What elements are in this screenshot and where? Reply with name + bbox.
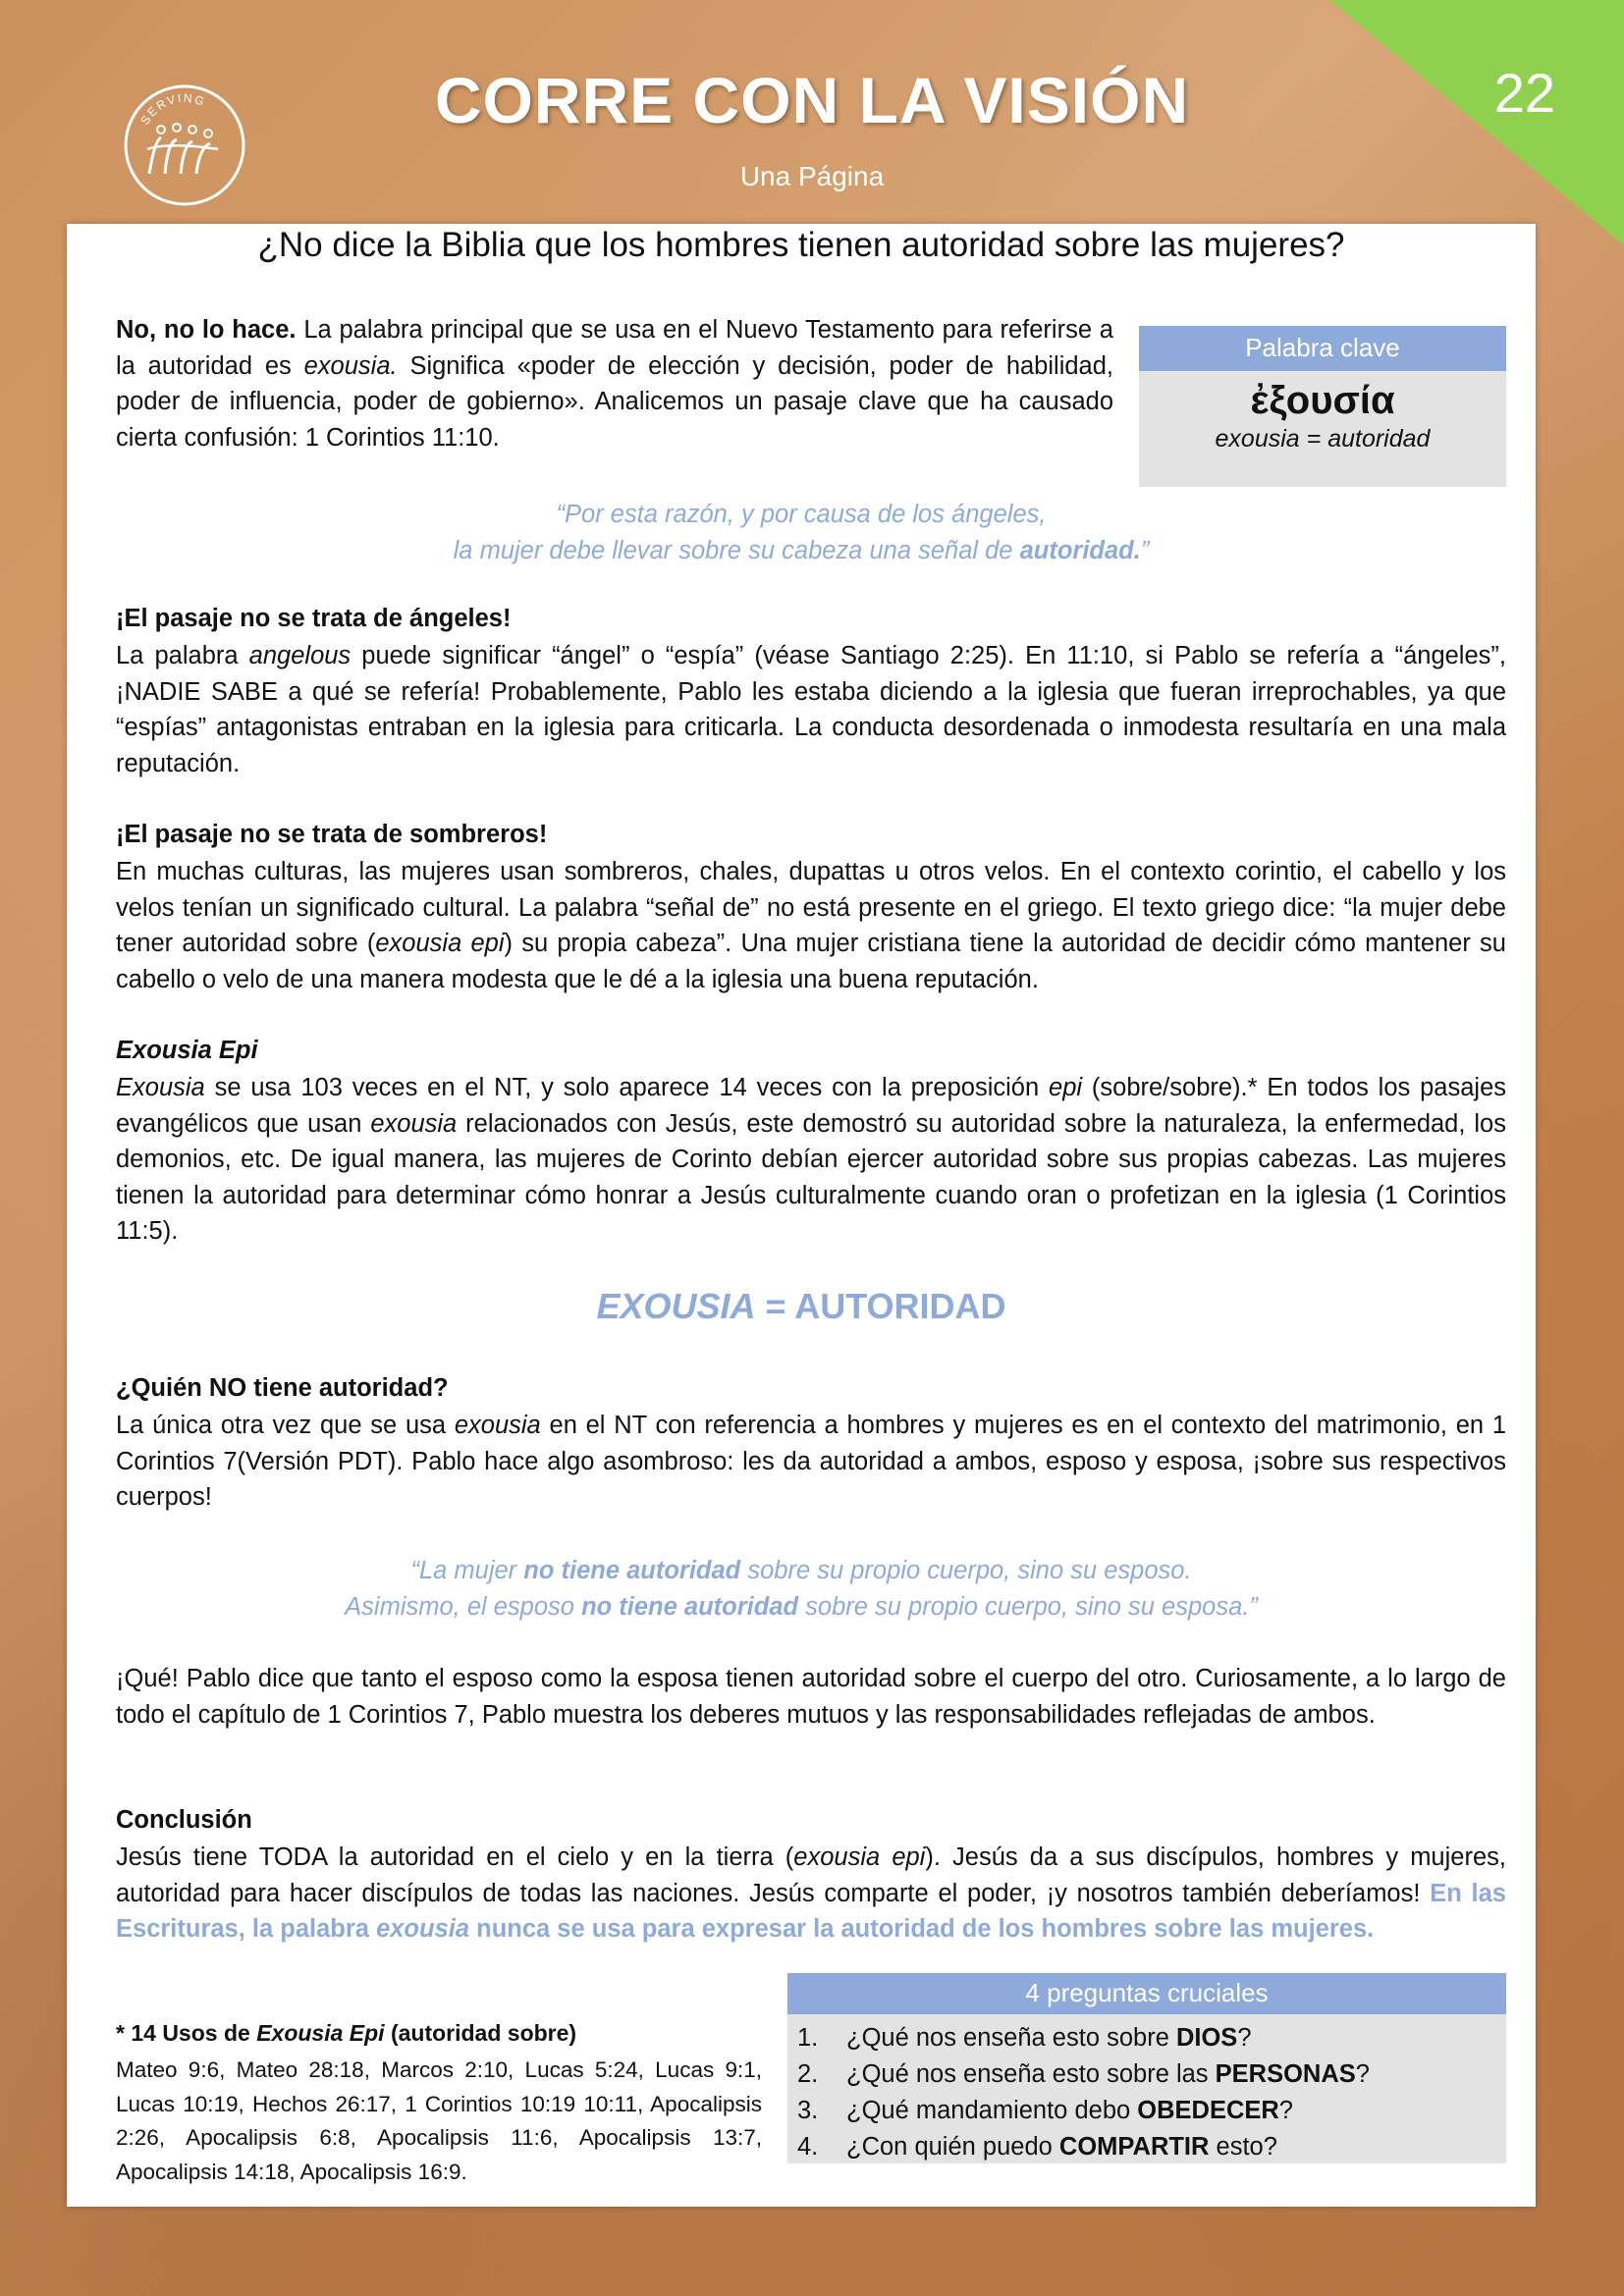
keyword-box-header: Palabra clave [1139, 326, 1506, 371]
quote-corinthians-11: “Por esta razón, y por causa de los ángeles, la mujer debe llevar sobre su cabeza una señal de autoridad.” [453, 501, 1150, 564]
exousia-banner: EXOUSIA = AUTORIDAD [596, 1286, 1006, 1326]
section-hats-text: En muchas culturas, las mujeres usan sombreros, chales, dupattas u otros velos. En el contexto corintio, el cabello y los velos tenían un significado cultural. La palabra “señal de” no está presente en el griego. El texto griego dice: “la mujer debe tener autoridad sobre (exousia epi) su propia cabeza”. Una mujer cristiana tiene la autoridad de decidir cómo mantener su cabello o velo de una manera modesta que le dé a la iglesia una buena reputación. [116, 858, 1506, 993]
quote-corinthians-7: “La mujer no tiene autoridad sobre su propio cuerpo, sino su esposo. Asimismo, el esposo no tiene autoridad sobre su propio cuerpo, sino su esposa.” [345, 1557, 1258, 1621]
keyword-translation: exousia = autoridad [1215, 425, 1431, 453]
intro-lead: No, no lo hace. [116, 316, 297, 344]
question-item: 1. ¿Qué nos enseña esto sobre DIOS? [797, 2024, 1252, 2052]
section-exousia-epi-text: Exousia se usa 103 veces en el NT, y solo aparece 14 veces con la preposición epi (sobre/sobre).* En todos los pasajes evangélicos que usan exousia relacionados con Jesús, este demostró su autoridad sobre la naturaleza, la enfermedad, los demonios, etc. De igual manera, las mujeres de Corinto debían ejercer autoridad sobre sus propias cabezas. Las mujeres tienen la autoridad para determinar cómo honrar a Jesús culturalmente cuando oran o profetizan en la iglesia (1 Corintios 11:5). [116, 1074, 1506, 1245]
questions-box [787, 1973, 1506, 2163]
logo-text: SERVING [137, 90, 208, 128]
content-panel [67, 224, 1536, 2207]
section-conclusion-text: Jesús tiene TODA la autoridad en el cielo y en la tierra (exousia epi). Jesús da a sus discípulos, hombres y mujeres, autoridad para hacer discípulos de todas las naciones. Jesús comparte el poder, ¡y nosotros también deberíamos! En las Escrituras, la palabra exousia nunca se usa para expresar la autoridad de los hombres sobre las mujeres. [116, 1843, 1506, 1943]
footnote-title: * 14 Usos de Exousia Epi (autoridad sobre) [116, 2020, 577, 2046]
section-heading-hats: ¡El pasaje no se trata de sombreros! [116, 821, 548, 848]
page-number: 22 [1493, 62, 1555, 124]
main-question: ¿No dice la Biblia que los hombres tienen autoridad sobre las mujeres? [257, 226, 1345, 264]
footnote-references: Mateo 9:6, Mateo 28:18, Marcos 2:10, Lucas 5:24, Lucas 9:1, Lucas 10:19, Hechos 26:17, 1 Corintios 10:19 10:11, Apocalipsis 2:26, Apocalipsis 6:8, Apocalipsis 11:6, Apocalipsis 13:7, Apocalipsis 14:18, Apocalipsis 16:9. [116, 2057, 762, 2184]
question-item: 4. ¿Con quién puedo COMPARTIR esto? [797, 2133, 1277, 2161]
section-heading-exousia-epi: Exousia Epi [116, 1037, 258, 1064]
keyword-box [1139, 326, 1506, 487]
section-heading-angels: ¡El pasaje no se trata de ángeles! [116, 605, 512, 632]
section-angels-text: La palabra angelous puede significar “ángel” o “espía” (véase Santiago 2:25). En 11:10, si Pablo se refería a “ángeles”, ¡NADIE SABE a qué se refería! Probablemente, Pablo les estaba diciendo a la iglesia que fueran irreprochables, ya que “espías” antagonistas entraban en la iglesia para criticarla. La conducta desordenada o inmodesta resultaría en una mala reputación. [116, 642, 1506, 777]
page-subtitle: Una Página [739, 161, 885, 191]
question-item: 3. ¿Qué mandamiento debo OBEDECER? [797, 2097, 1293, 2124]
page-title: CORRE CON LA VISIÓN [434, 64, 1190, 136]
section-what-text: ¡Qué! Pablo dice que tanto el esposo como la esposa tienen autoridad sobre el cuerpo del otro. Curiosamente, a lo largo de todo el capítulo de 1 Corintios 7, Pablo muestra los deberes mutuos y las responsabilidades reflejadas de ambos. [116, 1665, 1506, 1729]
section-heading-who: ¿Quién NO tiene autoridad? [116, 1374, 449, 1402]
keyword-greek: ἐξουσία [1250, 379, 1395, 422]
question-item: 2. ¿Qué nos enseña esto sobre las PERSONAS? [797, 2060, 1370, 2088]
section-who-text: La única otra vez que se usa exousia en el NT con referencia a hombres y mujeres es en el contexto del matrimonio, en 1 Corintios 7(Versión PDT). Pablo hace algo asombroso: les da autoridad a ambos, esposo y esposa, ¡sobre sus respectivos cuerpos! [116, 1412, 1507, 1511]
section-heading-conclusion: Conclusión [116, 1806, 252, 1834]
questions-box-header: 4 preguntas cruciales [787, 1973, 1506, 2014]
intro-paragraph: No, no lo hace. La palabra principal que se usa en el Nuevo Testamento para referirse a la autoridad es exousia. Significa «poder de elección y decisión, poder de habilidad, poder de influencia, poder de gobierno». Analicemos un pasaje clave que ha causado cierta confusión: 1 Corintios 11:10. [116, 316, 1113, 452]
